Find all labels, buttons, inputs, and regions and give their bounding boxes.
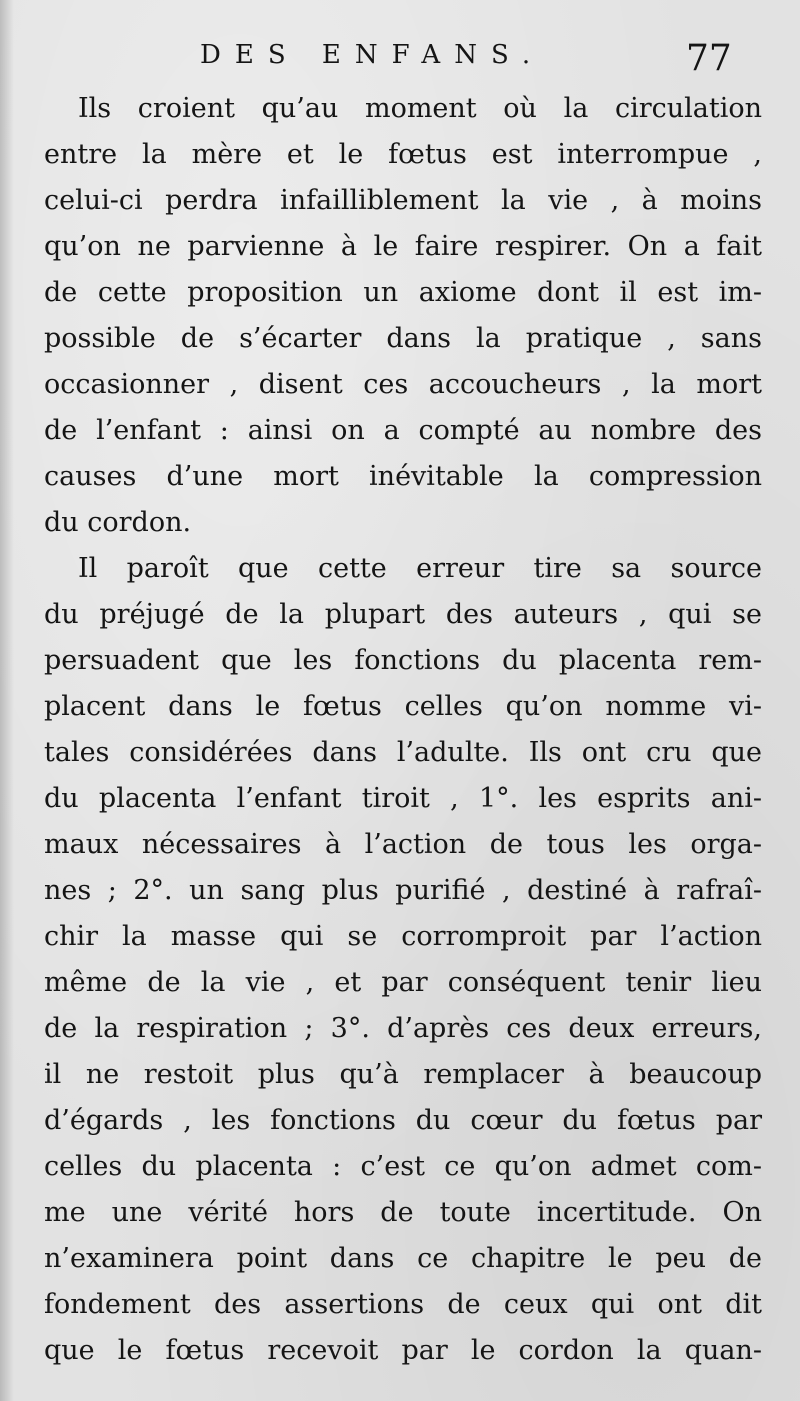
text-line: du placenta l’enfant tiroit , 1°. les esprits ani- [44,783,762,814]
text-line: nes ; 2°. un sang plus purifié , destiné à rafraî- [44,875,762,906]
text-line: persuadent que les fonctions du placenta rem- [44,645,762,676]
text-line: entre la mère et le fœtus est interrompue , [44,139,762,170]
text-line: Ils croient qu’au moment où la circulation [78,93,762,124]
text-line: de l’enfant : ainsi on a compté au nombre des [44,415,762,446]
text-line: placent dans le fœtus celles qu’on nomme vi- [44,691,762,722]
page-number: 77 [686,38,732,79]
text-line: qu’on ne parvienne à le faire respirer. On a fait [44,231,762,262]
text-line: que le fœtus recevoit par le cordon la quan- [44,1335,762,1366]
text-line: occasionner , disent ces accoucheurs , la mort [44,369,762,400]
text-line: même de la vie , et par conséquent tenir lieu [44,967,762,998]
running-title: DES ENFANS. [200,40,545,70]
text-line: tales considérées dans l’adulte. Ils ont cru que [44,737,762,768]
text-line: n’examinera point dans ce chapitre le peu de [44,1243,762,1274]
text-line: du cordon. [44,507,192,538]
text-line: du préjugé de la plupart des auteurs , qui se [44,599,762,630]
text-line: de cette proposition un axiome dont il est im- [44,277,762,308]
running-head [0,30,800,90]
text-line: causes d’une mort inévitable la compression [44,461,762,492]
text-line: chir la masse qui se corromproit par l’action [44,921,762,952]
text-line: celui-ci perdra infailliblement la vie , à moins [44,185,762,216]
text-line: fondement des assertions de ceux qui ont dit [44,1289,762,1320]
text-line: possible de s’écarter dans la pratique , sans [44,323,762,354]
text-line: il ne restoit plus qu’à remplacer à beaucoup [44,1059,762,1090]
text-line: Il paroît que cette erreur tire sa source [78,553,762,584]
text-line: celles du placenta : c’est ce qu’on admet com- [44,1151,762,1182]
text-line: maux nécessaires à l’action de tous les orga- [44,829,762,860]
text-line: d’égards , les fonctions du cœur du fœtus par [44,1105,762,1136]
page-edge-shadow [0,0,14,1401]
body-text [44,86,762,1374]
text-line: de la respiration ; 3°. d’après ces deux erreurs, [44,1013,762,1044]
text-line: me une vérité hors de toute incertitude. On [44,1197,762,1228]
